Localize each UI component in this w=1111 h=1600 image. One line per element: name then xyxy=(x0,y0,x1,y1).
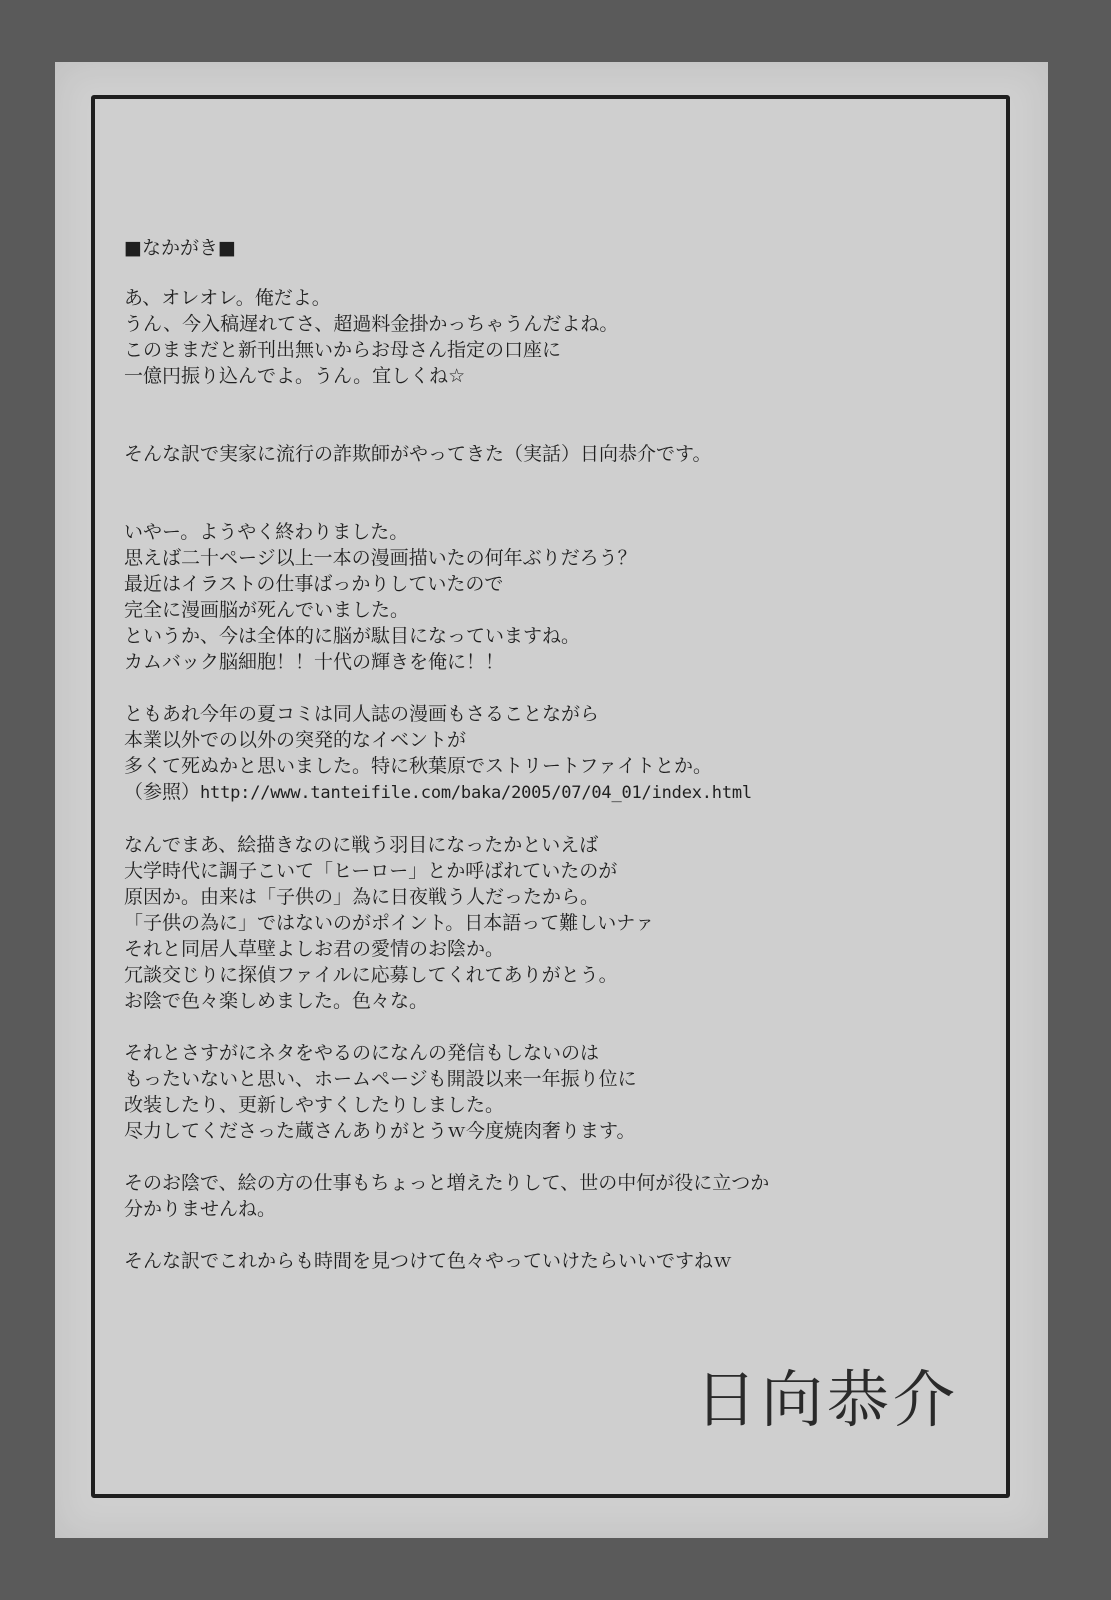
text-line: そんな訳でこれからも時間を見つけて色々やっていけたらいいですねｗ xyxy=(124,1250,733,1272)
paragraph-6 xyxy=(124,1040,954,1144)
text-line: いやー。ようやく終わりました。 xyxy=(124,521,409,543)
text-line: もったいないと思い、ホームページも開設以来一年振り位に xyxy=(124,1068,637,1090)
text-line: そんな訳で実家に流行の詐欺師がやってきた（実話）日向恭介です。 xyxy=(124,443,712,465)
text-line: 尽力してくださった蔵さんありがとうｗ今度焼肉奢ります。 xyxy=(124,1120,636,1142)
author-signature: 日向恭介 xyxy=(695,1363,960,1436)
paragraph-1 xyxy=(124,285,954,389)
text-line: なんでまあ、絵描きなのに戦う羽目になったかといえば xyxy=(124,834,599,856)
text-line: 分かりませんね。 xyxy=(124,1198,277,1220)
text-line: 多くて死ぬかと思いました。特に秋葉原でストリートファイトとか。 xyxy=(124,755,713,777)
text-line: それとさすがにネタをやるのになんの発信もしないのは xyxy=(124,1042,600,1064)
text-line: 一億円振り込んでよ。うん。宜しくね☆ xyxy=(124,365,466,387)
afterword-text xyxy=(124,235,954,1274)
text-line: 思えば二十ページ以上一本の漫画描いたの何年ぶりだろう？ xyxy=(124,547,637,569)
text-line: 最近はイラストの仕事ばっかりしていたので xyxy=(124,573,504,595)
text-line: お陰で色々楽しめました。色々な。 xyxy=(124,990,429,1012)
text-line: それと同居人草壁よしお君の愛情のお陰か。 xyxy=(124,938,505,960)
text-line: カムバック脳細胞！！十代の輝きを俺に！！ xyxy=(124,651,505,673)
text-line: 大学時代に調子こいて「ヒーロー」とか呼ばれていたのが xyxy=(124,860,618,882)
text-line: このままだと新刊出無いからお母さん指定の口座に xyxy=(124,339,562,361)
text-line: 「子供の為に」ではないのがポイント。日本語って難しいナァ xyxy=(124,912,655,934)
text-line: 本業以外での以外の突発的なイベントが xyxy=(124,729,467,751)
text-line: 原因か。由来は「子供の」為に日夜戦う人だったから。 xyxy=(124,886,600,908)
reference-url: http://www.tanteifile.com/baka/2005/07/04_01/index.html xyxy=(200,783,752,803)
paragraph-8 xyxy=(124,1248,954,1274)
paragraph-7 xyxy=(124,1170,954,1222)
reference-line xyxy=(124,779,954,806)
text-line: 完全に漫画脳が死んでいました。 xyxy=(124,599,410,621)
text-line: そのお陰で、絵の方の仕事もちょっと増えたりして、世の中何が役に立つか xyxy=(124,1172,770,1194)
text-line: というか、今は全体的に脳が駄目になっていますね。 xyxy=(124,625,581,647)
paragraph-3 xyxy=(124,519,954,675)
text-line: 改装したり、更新しやすくしたりしました。 xyxy=(124,1094,505,1116)
paragraph-2 xyxy=(124,441,954,467)
paragraph-4 xyxy=(124,701,954,806)
reference-label: （参照） xyxy=(124,781,201,803)
section-heading: ■なかがき■ xyxy=(124,237,236,259)
text-line: うん、今入稿遅れてさ、超過料金掛かっちゃうんだよね。 xyxy=(124,313,619,335)
text-line: あ、オレオレ。俺だよ。 xyxy=(124,287,331,309)
text-line: 冗談交じりに探偵ファイルに応募してくれてありがとう。 xyxy=(124,964,618,986)
text-line: ともあれ今年の夏コミは同人誌の漫画もさることながら xyxy=(124,703,600,725)
paragraph-5 xyxy=(124,832,954,1014)
